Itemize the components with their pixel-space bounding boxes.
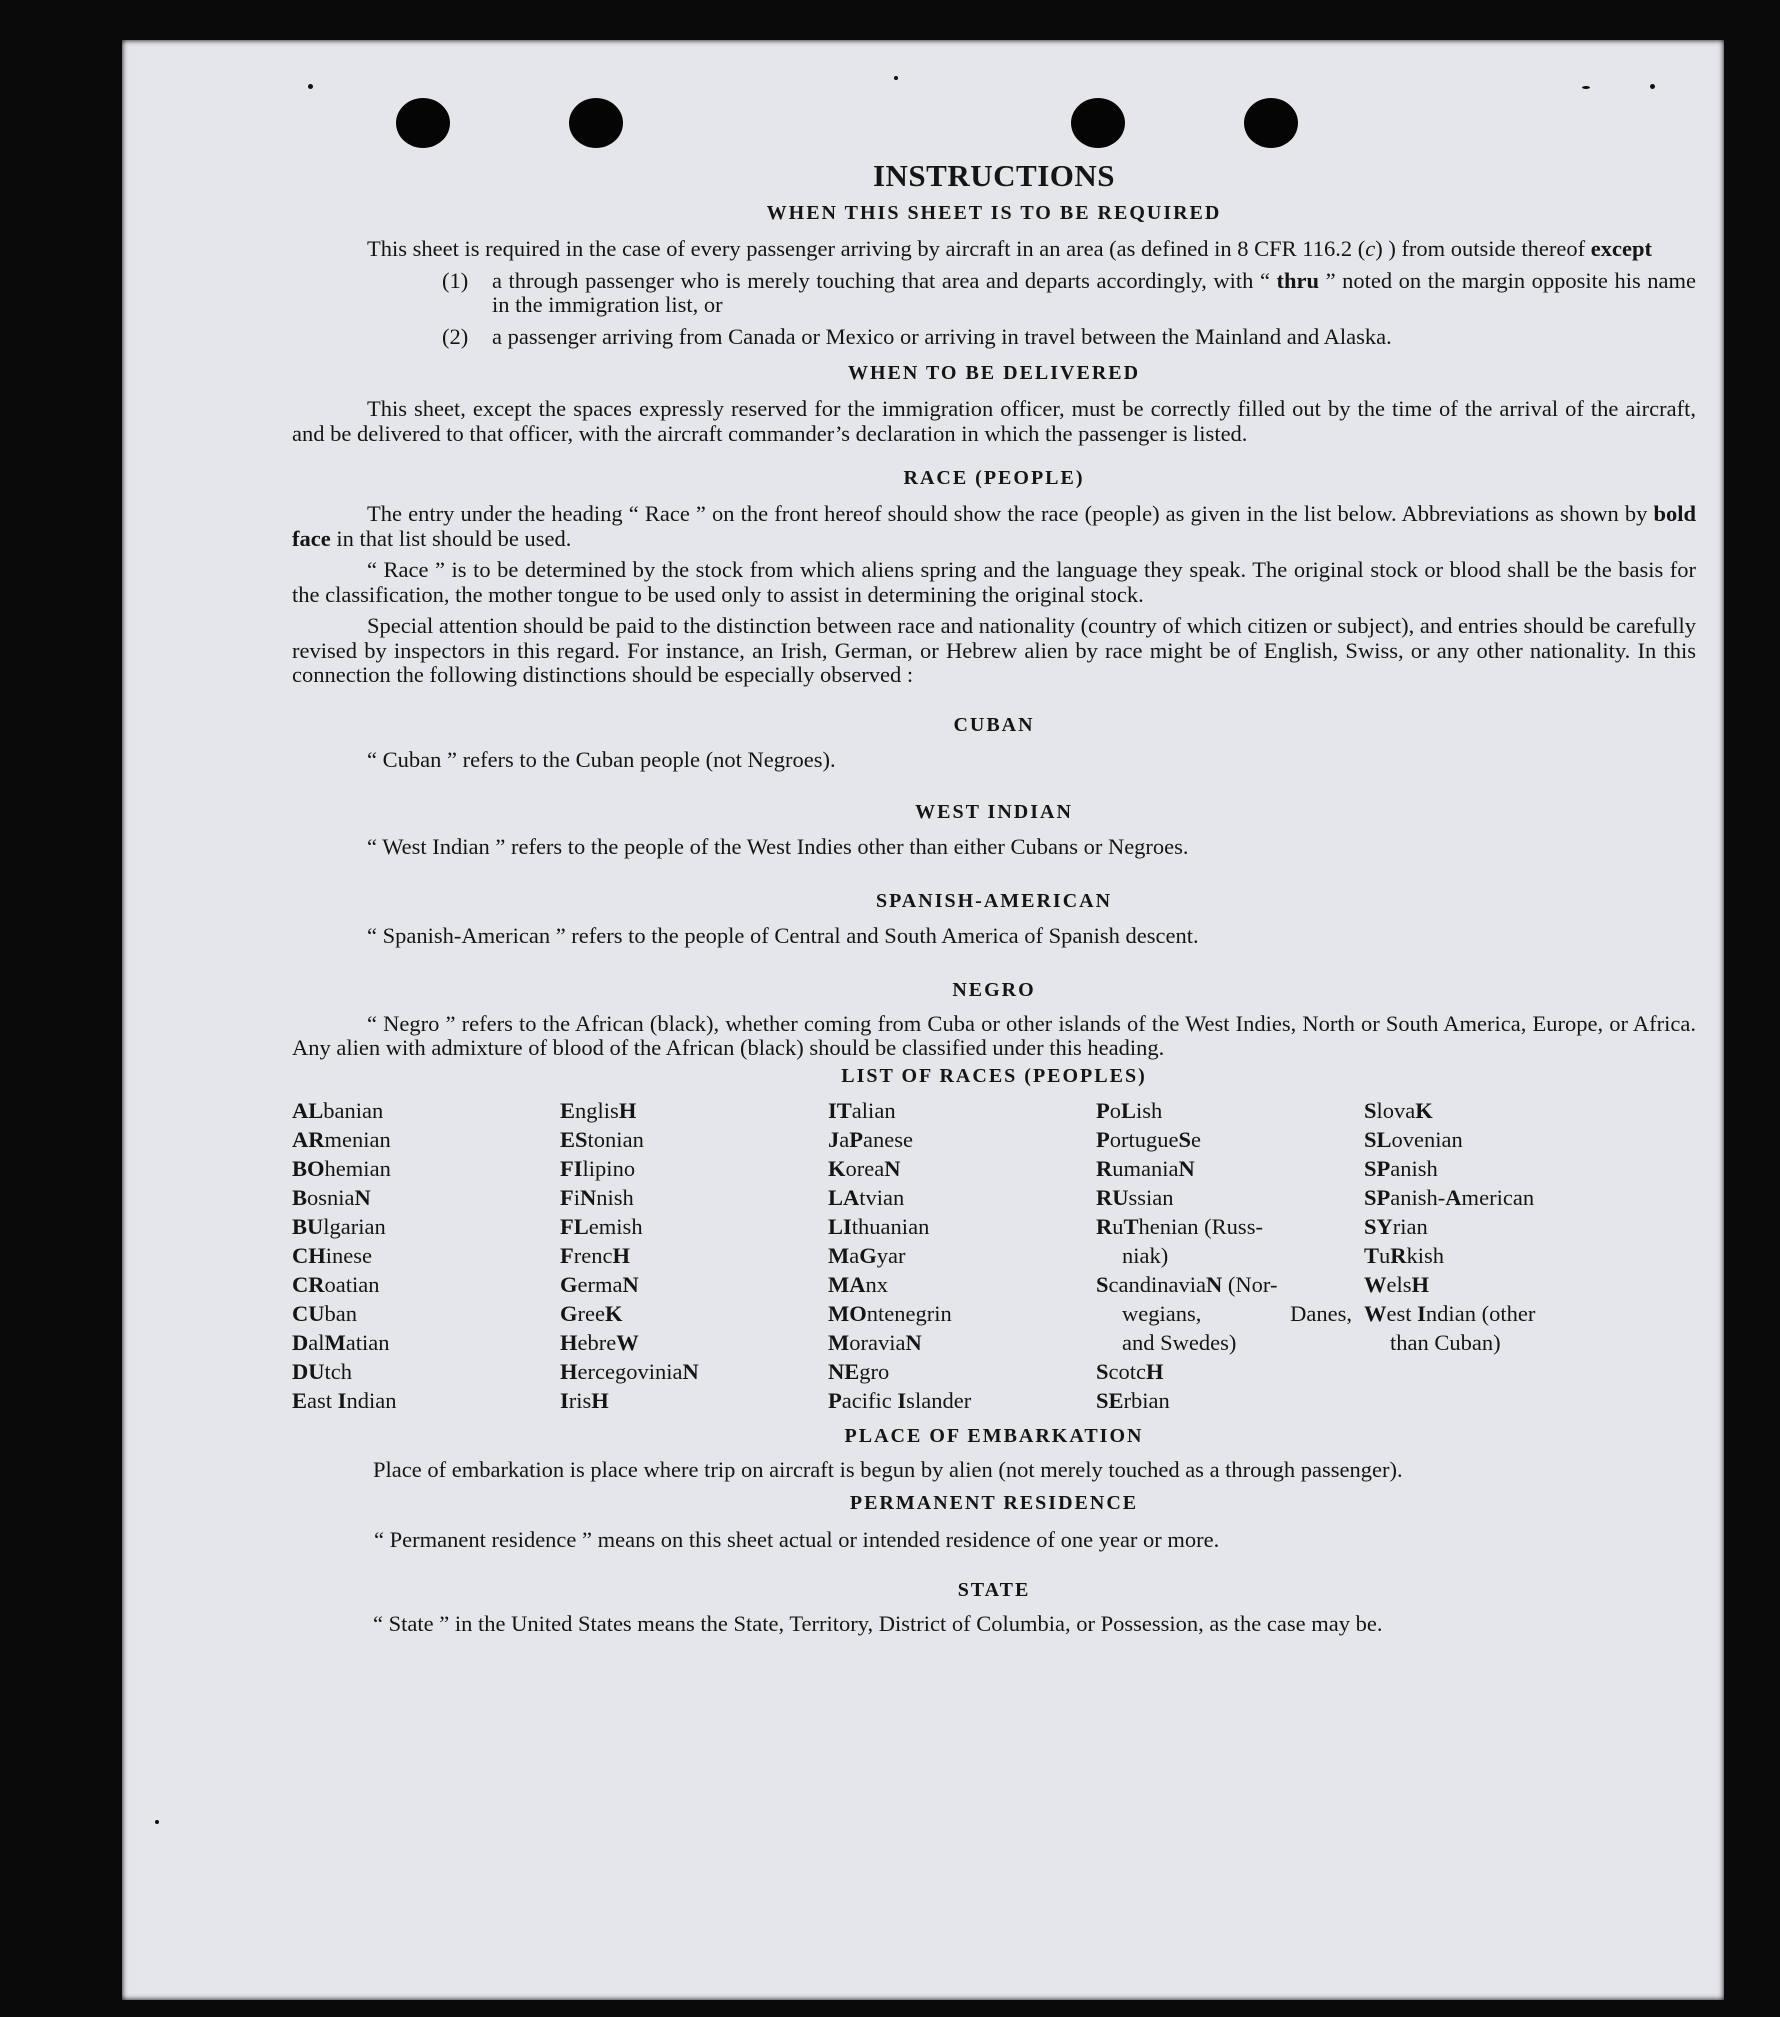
- race-column: [1364, 1096, 1632, 1415]
- race-entry: TuRkish: [1364, 1242, 1445, 1268]
- state-heading: STATE: [957, 1579, 1031, 1601]
- list-of-races-heading: LIST OF RACES (PEOPLES): [841, 1064, 1147, 1087]
- race-entry: CHinese: [292, 1242, 373, 1268]
- race-entry: KoreaN: [828, 1155, 901, 1181]
- race-entry: and Swedes): [1122, 1329, 1237, 1355]
- embarkation-definition: Place of embarkation is place where trip on aircraft is begun by alien (not merely touched as a through passenger).: [373, 1456, 1403, 1482]
- race-paragraph-3: Special attention should be paid to the distinction between race and nationality (country of which citizen or subject), and entries should be carefully revised by inspectors in this regard. For instance, an Irish, German, or Hebrew alien by race might be of English, Swiss, or any other nationality. In this connection the following distinctions should be especially observed :: [292, 613, 1696, 687]
- race-entry: SLovenian: [1364, 1126, 1463, 1152]
- when-required-heading: WHEN THIS SHEET IS TO BE REQUIRED: [766, 202, 1222, 224]
- race-heading: RACE (PEOPLE): [903, 467, 1085, 489]
- race-entry: EnglisH: [560, 1097, 637, 1123]
- punch-hole: [569, 98, 623, 148]
- race-entry: BosniaN: [292, 1184, 371, 1210]
- race-entry: GreeK: [560, 1300, 623, 1326]
- when-required-intro: This sheet is required in the case of every passenger arriving by aircraft in an area (as defined in 8 CFR 116.2 (c) ) from outside thereof except: [367, 236, 1652, 261]
- punch-hole: [1071, 98, 1125, 148]
- race-entry: MOntenegrin: [828, 1300, 952, 1326]
- race-entry: CUban: [292, 1300, 357, 1326]
- race-entry: BOhemian: [292, 1155, 391, 1181]
- race-entry: DUtch: [292, 1358, 353, 1384]
- race-entry: PoLish: [1096, 1097, 1163, 1123]
- race-entry: RuThenian (Russ-: [1096, 1213, 1263, 1239]
- negro-heading: NEGRO: [952, 978, 1036, 1001]
- race-paragraph-2: “ Race ” is to be determined by the stock from which aliens spring and the language they speak. The original stock or blood shall be the basis for the classification, the mother tongue to be used only to assist in determining the original stock.: [292, 557, 1696, 607]
- race-column: [1096, 1096, 1364, 1415]
- race-entry: HercegoviniaN: [560, 1358, 699, 1384]
- race-entry: ScandinaviaN (Nor-: [1096, 1271, 1278, 1297]
- race-entry: RumaniaN: [1096, 1155, 1195, 1181]
- race-entry: East Indian: [292, 1387, 397, 1413]
- race-column: [828, 1096, 1096, 1415]
- residence-heading: PERMANENT RESIDENCE: [849, 1492, 1139, 1514]
- race-entry: ALbanian: [292, 1097, 384, 1123]
- race-column: [292, 1096, 560, 1415]
- race-entry: MoraviaN: [828, 1329, 922, 1355]
- race-entry: SPanish-American: [1364, 1184, 1535, 1210]
- paper-speck: [1582, 86, 1590, 89]
- paper-speck: [1650, 84, 1655, 89]
- race-entry: wegians, Danes,: [1122, 1300, 1352, 1326]
- race-entry: SYrian: [1364, 1213, 1428, 1239]
- race-entry: DalMatian: [292, 1329, 390, 1355]
- punch-hole: [396, 98, 450, 148]
- race-entry: ITalian: [828, 1097, 896, 1123]
- race-entry: SErbian: [1096, 1387, 1170, 1413]
- paper-speck: [308, 84, 313, 89]
- race-entry: MaGyar: [828, 1242, 906, 1268]
- race-entry: PortugueSe: [1096, 1126, 1202, 1152]
- cuban-definition: “ Cuban ” refers to the Cuban people (not Negroes).: [367, 746, 836, 772]
- race-entry: FIlipino: [560, 1155, 636, 1181]
- race-entry: ScotcH: [1096, 1358, 1164, 1384]
- exception-item: (1) a through passenger who is merely touching that area and departs accordingly, with “ thru ” noted on the margin opposite his name in the immigration list, or: [442, 267, 1697, 317]
- race-entry: LAtvian: [828, 1184, 905, 1210]
- west-indian-definition: “ West Indian ” refers to the people of the West Indies other than either Cubans or Negroes.: [367, 833, 1189, 859]
- race-entry: LIthuanian: [828, 1213, 930, 1239]
- when-delivered-text: This sheet, except the spaces expressly reserved for the immigration officer, must be correctly filled out by the time of the arrival of the aircraft, and be delivered to that officer, with the aircraft commander’s declaration in which the passenger is listed.: [292, 396, 1696, 446]
- race-entry: WelsH: [1364, 1271, 1430, 1297]
- race-entry: IrisH: [560, 1387, 609, 1413]
- race-entry: NEgro: [828, 1358, 890, 1384]
- race-column: [560, 1096, 828, 1415]
- race-entry: RUssian: [1096, 1184, 1174, 1210]
- race-entry: SPanish: [1364, 1155, 1438, 1181]
- exception-item: (2) a passenger arriving from Canada or Mexico or arriving in travel between the Mainland and Alaska.: [442, 323, 1392, 349]
- when-delivered-heading: WHEN TO BE DELIVERED: [847, 362, 1141, 384]
- races-list: [292, 1096, 1696, 1415]
- race-entry: HebreW: [560, 1329, 639, 1355]
- race-entry: GermaN: [560, 1271, 639, 1297]
- instructions-text: [292, 158, 1696, 1637]
- cuban-heading: CUBAN: [953, 713, 1035, 736]
- spanish-american-heading: SPANISH-AMERICAN: [875, 889, 1113, 912]
- race-entry: JaPanese: [828, 1126, 914, 1152]
- race-entry: FrencH: [560, 1242, 631, 1268]
- race-entry: ARmenian: [292, 1126, 391, 1152]
- race-entry: FLemish: [560, 1213, 643, 1239]
- race-entry: than Cuban): [1390, 1329, 1501, 1355]
- race-entry: MAnx: [828, 1271, 888, 1297]
- race-entry: FiNnish: [560, 1184, 634, 1210]
- race-paragraph-1: The entry under the heading “ Race ” on the front hereof should show the race (people) as given in the list below. Abbreviations as shown by bold face in that list should be used.: [292, 501, 1696, 551]
- paper-speck: [894, 76, 898, 80]
- spanish-american-definition: “ Spanish-American ” refers to the people of Central and South America of Spanish descent.: [367, 922, 1199, 948]
- paper-speck: [155, 1820, 159, 1824]
- page-title: INSTRUCTIONS: [872, 158, 1115, 193]
- negro-definition: “ Negro ” refers to the African (black), whether coming from Cuba or other islands of the West Indies, North or South America, Europe, or Africa. Any alien with admixture of blood of the African (black) should be classified under this heading.: [292, 1010, 1696, 1060]
- race-entry: EStonian: [560, 1126, 644, 1152]
- document-sheet: [122, 40, 1724, 2000]
- race-entry: West Indian (other: [1364, 1300, 1536, 1326]
- west-indian-heading: WEST INDIAN: [915, 800, 1073, 823]
- state-definition: “ State ” in the United States means the State, Territory, District of Columbia, or Possession, as the case may be.: [373, 1611, 1383, 1636]
- punch-hole: [1244, 98, 1298, 148]
- embarkation-heading: PLACE OF EMBARKATION: [844, 1424, 1144, 1447]
- race-entry: niak): [1122, 1242, 1169, 1268]
- residence-definition: “ Permanent residence ” means on this sheet actual or intended residence of one year or more.: [374, 1527, 1220, 1552]
- race-entry: SlovaK: [1364, 1097, 1433, 1123]
- race-entry: BUlgarian: [292, 1213, 386, 1239]
- race-entry: Pacific Islander: [828, 1387, 972, 1413]
- race-entry: CRoatian: [292, 1271, 380, 1297]
